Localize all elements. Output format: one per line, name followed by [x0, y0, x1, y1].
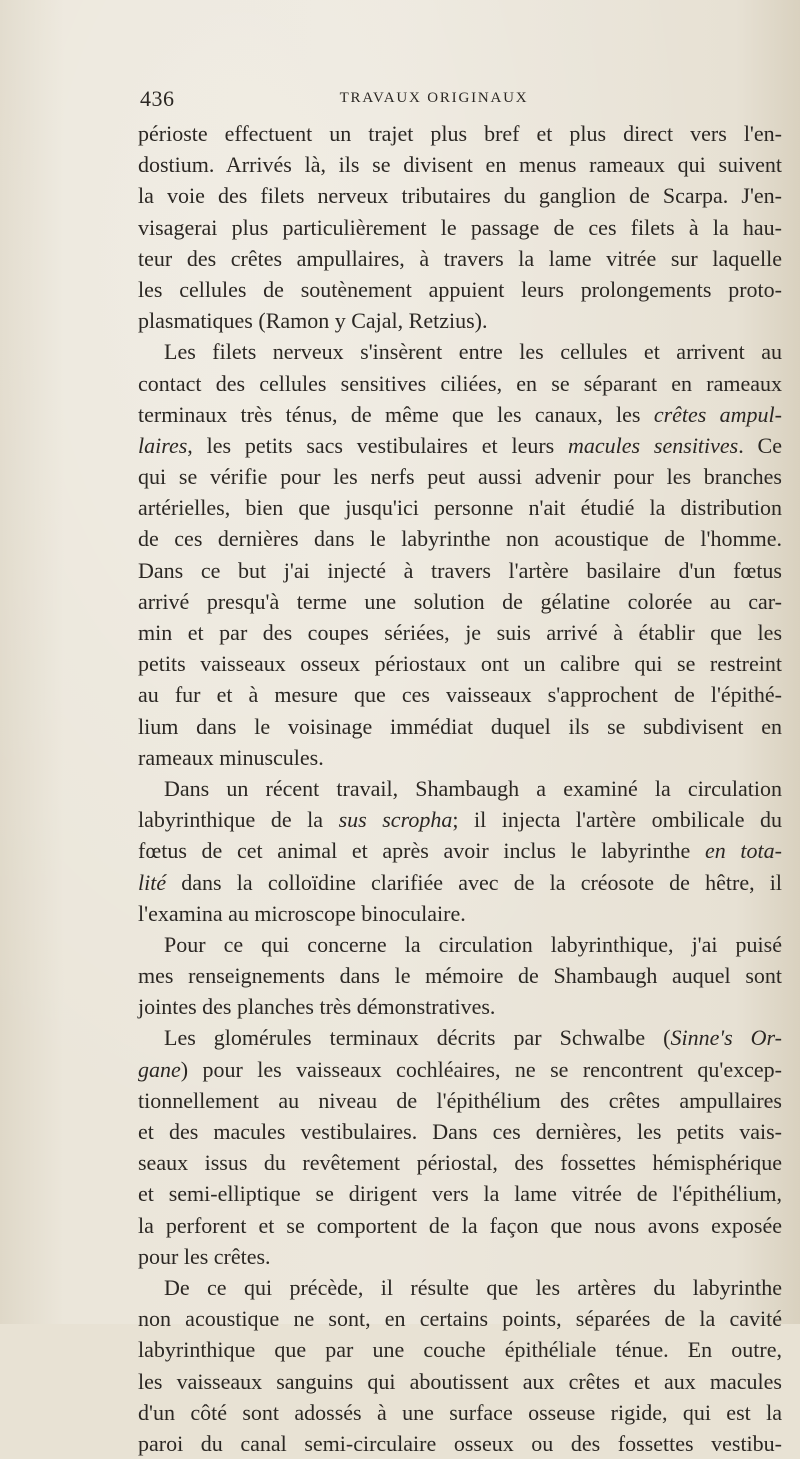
text-line [138, 1054, 782, 1085]
text-line: de ces dernières dans le labyrinthe non acoustique de l'homme. [138, 526, 782, 552]
italic-term: crêtes ampul- [653, 401, 782, 427]
running-head-title: TRAVAUX ORIGINAUX [339, 90, 529, 106]
text-line: au fur et à mesure que ces vaisseaux s'approchent de l'épithé- [138, 682, 782, 708]
text-run: Les glomérules terminaux décrits par Schwalbe ( [164, 1025, 671, 1051]
italic-term: gane [138, 1056, 181, 1082]
text-line: et des macules vestibulaires. Dans ces dernières, les petits vais- [138, 1119, 782, 1144]
italic-term: macules sensitives [568, 432, 739, 458]
text-run: labyrinthique de la [138, 807, 339, 833]
text-line: plasmatiques (Ramon y Cajal, Retzius). [138, 308, 488, 334]
text-line: non acoustique ne sont, en certains points, séparées de la cavité [138, 1306, 782, 1332]
text-line: rameaux minuscules. [138, 744, 324, 770]
text-line: petits vaisseaux osseux périostaux ont un calibre qui se restreint [138, 651, 782, 677]
text-line: la perforent et se comportent de la façon que nous avons exposée [138, 1212, 782, 1238]
page-number: 436 [140, 86, 175, 111]
text-run: , les petits sacs vestibulaires et leurs [187, 432, 569, 458]
italic-term: lité [138, 869, 167, 895]
text-line: l'examina au microscope binoculaire. [138, 900, 466, 926]
text-line [138, 430, 782, 461]
text-line: d'un côté sont adossés à une surface osseuse rigide, qui est la [138, 1399, 782, 1425]
running-head [0, 90, 800, 107]
text-line [138, 804, 782, 835]
text-line: périoste effectuent un trajet plus bref et plus direct vers l'en- [138, 121, 782, 146]
text-line [138, 835, 782, 866]
italic-term: laires [138, 432, 188, 458]
text-run: ) pour les vaisseaux cochléaires, ne se rencontrent qu'excep- [180, 1056, 782, 1082]
body-text [138, 118, 782, 1459]
text-run: terminaux très ténus, de même que les canaux, les [138, 401, 654, 427]
text-run: ; il injecta l'artère ombilicale du [452, 807, 782, 833]
text-line: visagerai plus particulièrement le passage de ces filets à la hau- [138, 214, 782, 240]
text-run: . Ce [738, 432, 782, 458]
text-line: jointes des planches très démonstratives. [138, 994, 496, 1020]
text-line: les vaisseaux sanguins qui aboutissent aux crêtes et aux macules [138, 1368, 782, 1394]
text-line: et semi-elliptique se dirigent vers la lame vitrée de l'épithélium, [138, 1181, 782, 1207]
paragraph-start: Pour ce qui concerne la circulation labyrinthique, j'ai puisé [164, 931, 782, 957]
text-run: fœtus de cet animal et après avoir inclus le labyrinthe [138, 838, 705, 864]
text-line: labyrinthique que par une couche épithéliale ténue. En outre, [138, 1337, 782, 1363]
paragraph-start: Les filets nerveux s'insèrent entre les cellules et arrivent au [164, 339, 782, 365]
text-line: teur des crêtes ampullaires, à travers la lame vitrée sur laquelle [138, 245, 782, 271]
paragraph-start: Dans un récent travail, Shambaugh a examiné la circulation [164, 775, 782, 801]
italic-term: en tota- [705, 838, 782, 864]
italic-term: sus scropha [338, 807, 453, 833]
text-line: min et par des coupes sériées, je suis arrivé à établir que les [138, 620, 782, 645]
italic-term: Sinne's Or- [670, 1025, 782, 1051]
text-line [138, 867, 782, 898]
text-line: tionnellement au niveau de l'épithélium des crêtes ampullaires [138, 1087, 782, 1113]
text-line: pour les crêtes. [138, 1243, 271, 1269]
paragraph-start [138, 1022, 782, 1053]
text-line: lium dans le voisinage immédiat duquel ils se subdivisent en [138, 713, 782, 739]
text-line: la voie des filets nerveux tributaires du ganglion de Scarpa. J'en- [138, 183, 782, 209]
text-line [138, 399, 782, 430]
paragraph-start: De ce qui précède, il résulte que les artères du labyrinthe [164, 1274, 782, 1300]
text-line: contact des cellules sensitives ciliées, en se séparant en rameaux [138, 370, 782, 396]
text-line: Dans ce but j'ai injecté à travers l'artère basilaire d'un fœtus [138, 557, 782, 583]
text-line: seaux issus du revêtement périostal, des fossettes hémisphérique [138, 1150, 782, 1176]
text-line: dostium. Arrivés là, ils se divisent en menus rameaux qui suivent [138, 152, 782, 178]
text-line: mes renseignements dans le mémoire de Shambaugh auquel sont [138, 963, 782, 989]
text-line: qui se vérifie pour les nerfs peut aussi advenir pour les branches [138, 464, 782, 490]
text-line: artérielles, bien que jusqu'ici personne n'ait étudié la distribution [138, 495, 782, 521]
text-line: arrivé presqu'à terme une solution de gélatine colorée au car- [138, 588, 782, 614]
text-run: dans la colloïdine clarifiée avec de la créosote de hêtre, il [166, 869, 782, 895]
text-line: les cellules de soutènement appuient leurs prolongements proto- [138, 276, 782, 302]
text-line: paroi du canal semi-circulaire osseux ou des fossettes vestibu- [138, 1430, 782, 1456]
